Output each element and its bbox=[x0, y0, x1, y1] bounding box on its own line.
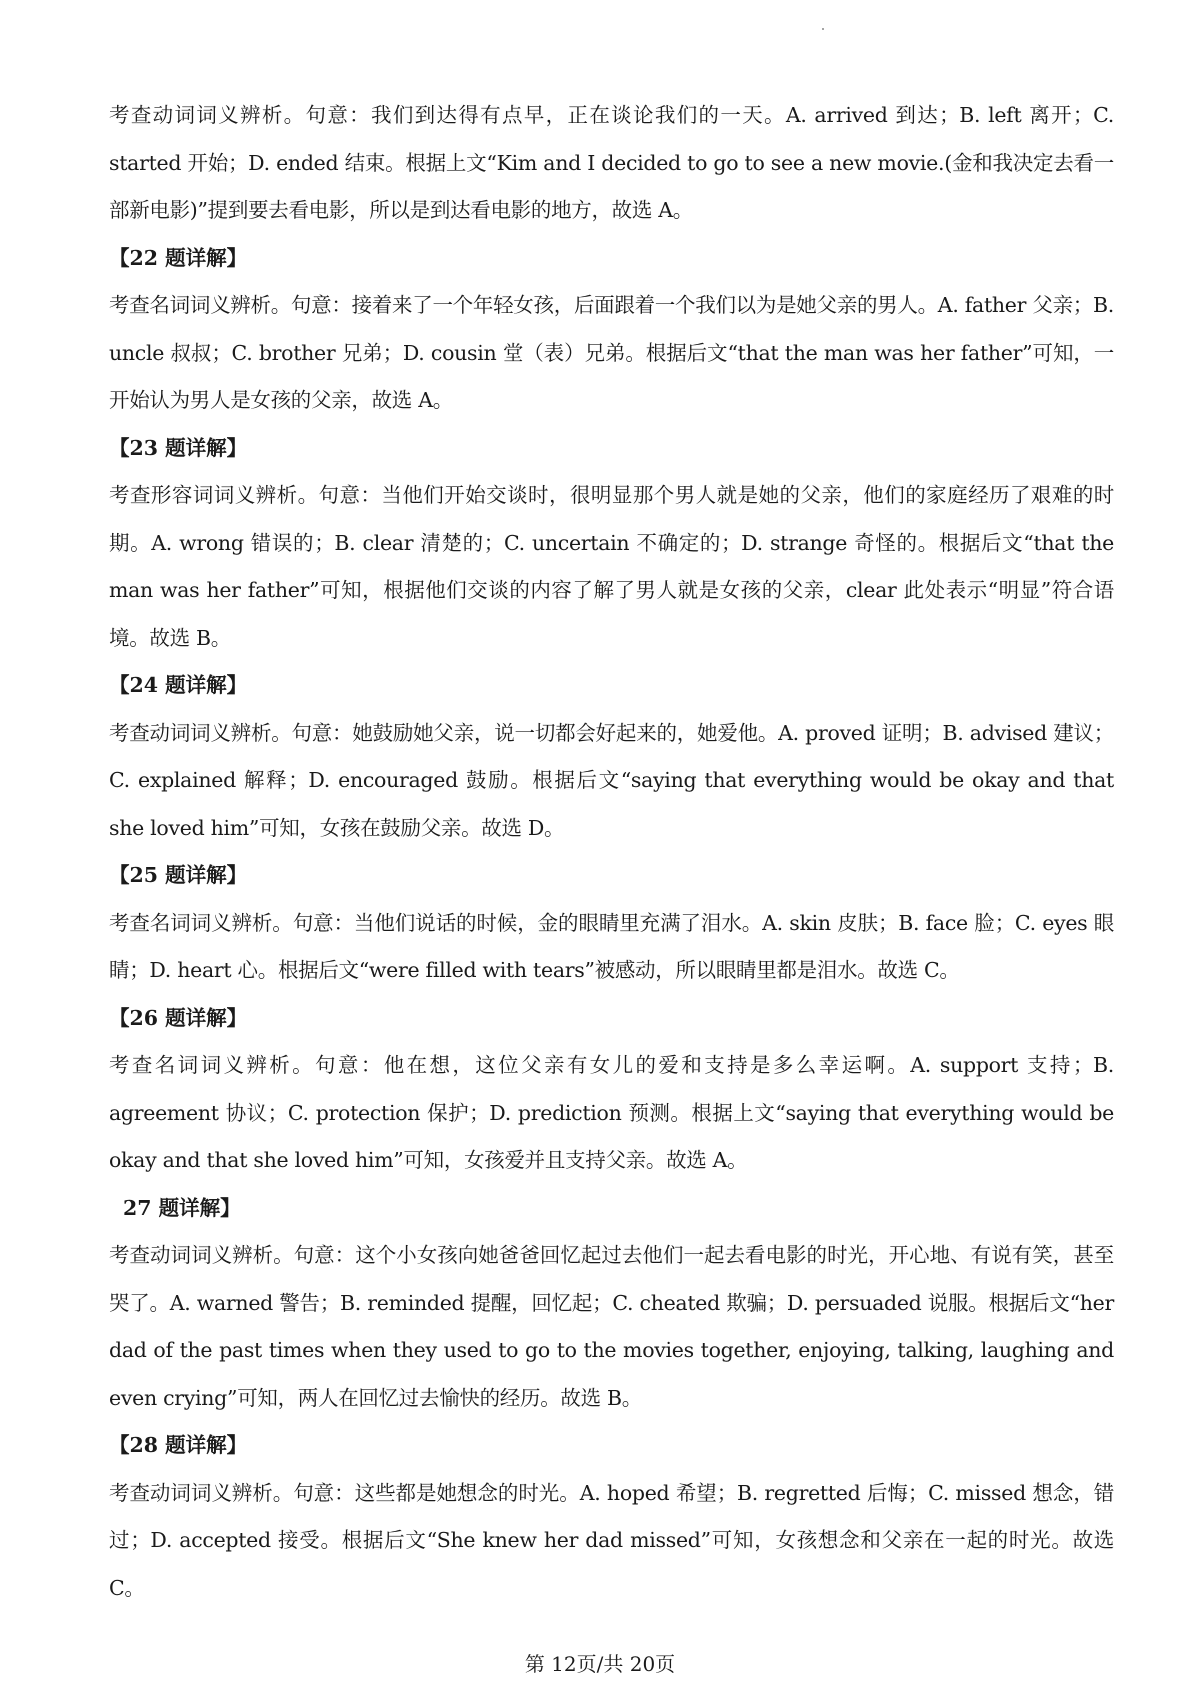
question-25-heading: 【25 题详解】 bbox=[109, 863, 248, 887]
question-28-heading: 【28 题详解】 bbox=[109, 1433, 248, 1457]
scan-speck bbox=[822, 28, 824, 30]
explanation-28-paragraph: 考查动词词义辨析。句意：这些都是她想念的时光。A. hoped 希望；B. regretted 后悔；C. missed 想念，错过；D. accepted 接受。根据后文“She knew her dad missed”可知，女孩想念和父亲在一起的时光。故选 C。 bbox=[109, 1480, 1114, 1600]
question-24-heading: 【24 题详解】 bbox=[109, 673, 248, 697]
explanation-24-paragraph: 考查动词词义辨析。句意：她鼓励她父亲，说一切都会好起来的，她爱他。A. proved 证明；B. advised 建议；C. explained 解释；D. encouraged 鼓励。根据后文“saying that everything would be okay and that she loved him”可知，女孩在鼓励父亲。故选 D。 bbox=[109, 720, 1114, 840]
question-27-heading: 27 题详解】 bbox=[123, 1195, 241, 1220]
question-26-heading: 【26 题详解】 bbox=[109, 1005, 248, 1030]
answer-explanations bbox=[109, 92, 1114, 1612]
page-number-footer: 第 12页/共 20页 bbox=[524, 1652, 676, 1676]
question-22-heading: 【22 题详解】 bbox=[109, 245, 248, 270]
explanation-26-paragraph: 考查名词词义辨析。句意：他在想，这位父亲有女儿的爱和支持是多么幸运啊。A. support 支持；B. agreement 协议；C. protection 保护；D. prediction 预测。根据上文“saying that everything would be okay and that she loved him”可知，女孩爱并且支持父亲。故选 A。 bbox=[109, 1053, 1114, 1172]
explanation-21-paragraph: 考查动词词义辨析。句意：我们到达得有点早，正在谈论我们的一天。A. arrived 到达；B. left 离开；C. started 开始；D. ended 结束。根据上文“Kim and I decided to go to see a new movie.(金和我决定去看一部新电影)”提到要去看电影，所以是到达看电影的地方，故选 A。 bbox=[109, 103, 1114, 222]
question-23-heading: 【23 题详解】 bbox=[109, 435, 248, 460]
explanation-27-paragraph: 考查动词词义辨析。句意：这个小女孩向她爸爸回忆起过去他们一起去看电影的时光，开心地、有说有笑，甚至哭了。A. warned 警告；B. reminded 提醒，回忆起；C. cheated 欺骗；D. persuaded 说服。根据后文“her dad of the past times when they used to go to the movies together, enjoying, talking, laughing and even crying”可知，两人在回忆过去愉快的经历。故选 B。 bbox=[109, 1243, 1114, 1410]
explanation-25-paragraph: 考查名词词义辨析。句意：当他们说话的时候，金的眼睛里充满了泪水。A. skin 皮肤；B. face 脸；C. eyes 眼睛；D. heart 心。根据后文“were filled with tears”被感动，所以眼睛里都是泪水。故选 C。 bbox=[109, 910, 1114, 982]
explanation-23-paragraph: 考查形容词词义辨析。句意：当他们开始交谈时，很明显那个男人就是她的父亲，他们的家庭经历了艰难的时期。A. wrong 错误的；B. clear 清楚的；C. uncertain 不确定的；D. strange 奇怪的。根据后文“that the man was her father”可知，根据他们交谈的内容了解了男人就是女孩的父亲，clear 此处表示“明显”符合语境。故选 B。 bbox=[109, 483, 1114, 650]
explanation-22-paragraph: 考查名词词义辨析。句意：接着来了一个年轻女孩，后面跟着一个我们以为是她父亲的男人。A. father 父亲；B. uncle 叔叔；C. brother 兄弟；D. cousin 堂（表）兄弟。根据后文“that the man was her father”可知，一开始认为男人是女孩的父亲，故选 A。 bbox=[109, 293, 1114, 412]
